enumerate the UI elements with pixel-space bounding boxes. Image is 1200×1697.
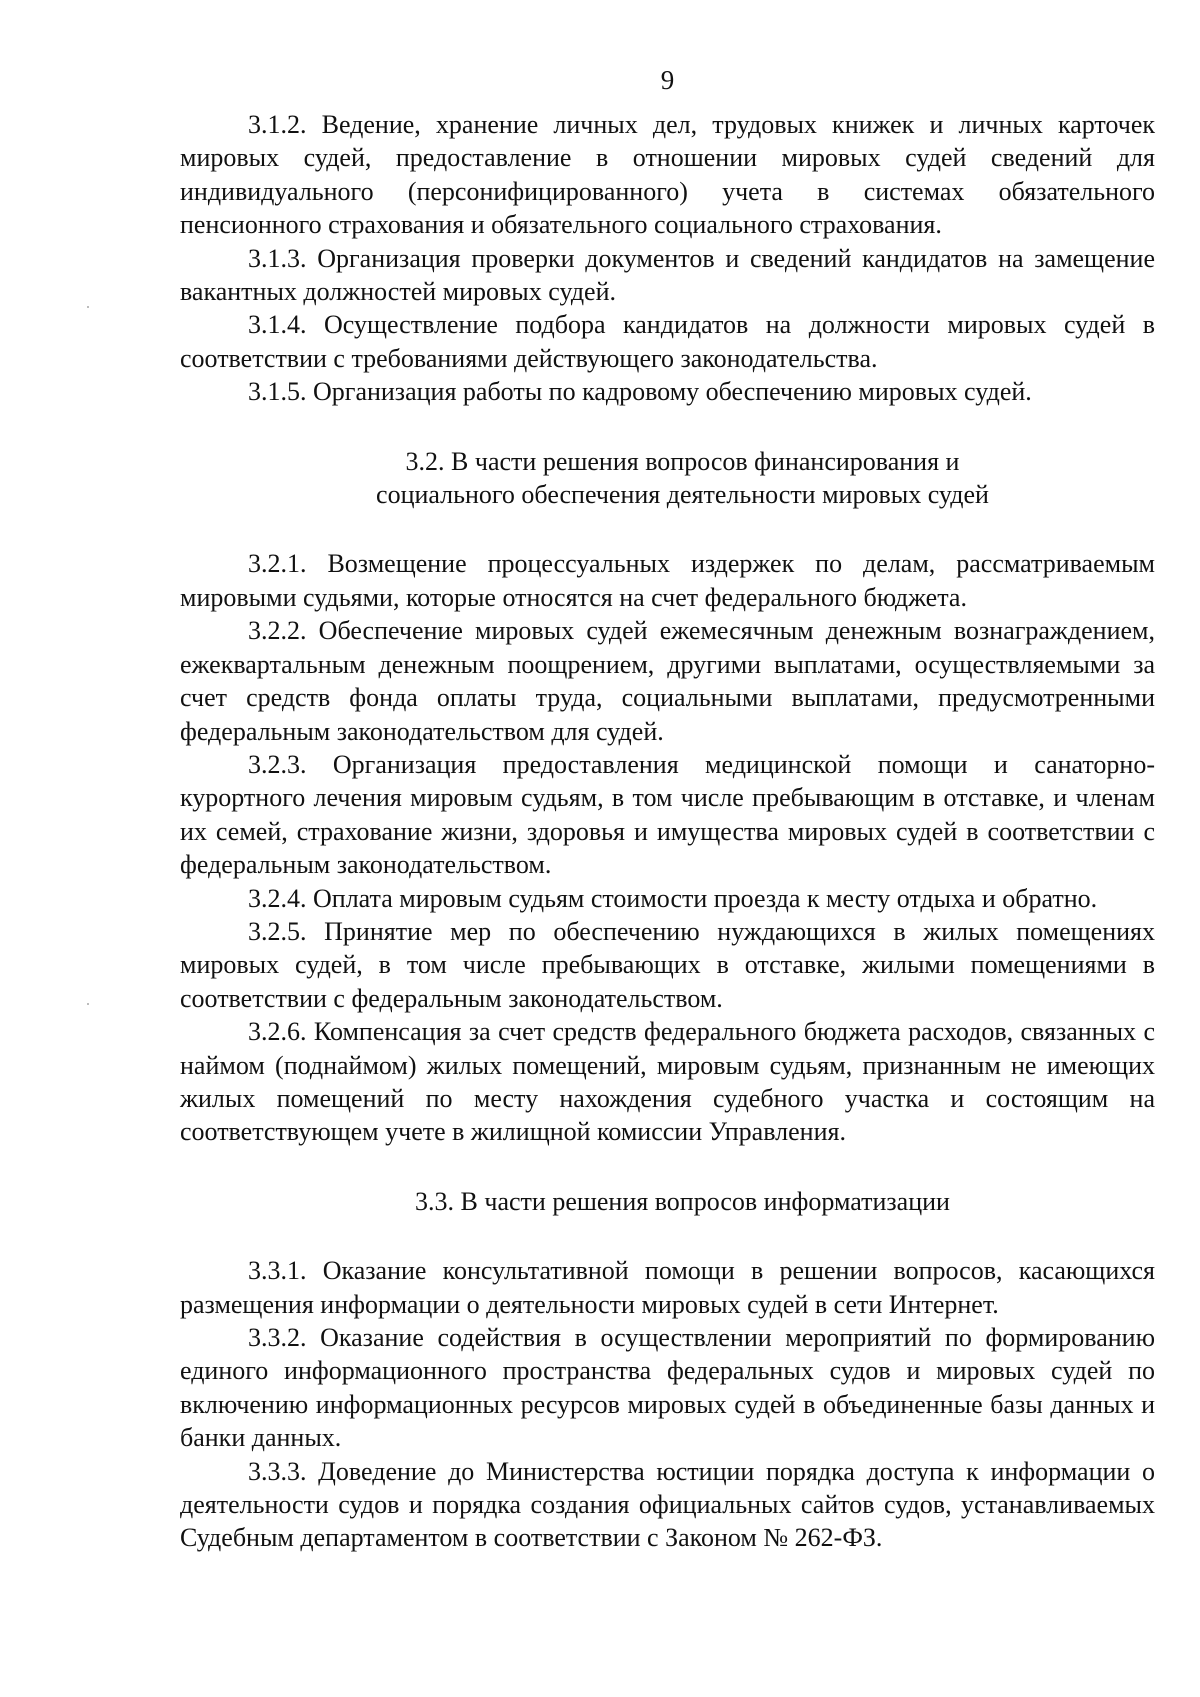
scan-speck xyxy=(87,1003,89,1005)
section-heading-3-2-line-1: 3.2. В части решения вопросов финансирования и xyxy=(405,446,960,476)
paragraph-3-2-4: 3.2.4. Оплата мировым судьям стоимости проезда к месту отдыха и обратно. xyxy=(248,883,1098,913)
section-heading-3-2 xyxy=(180,445,1155,512)
paragraph-3-1-5: 3.1.5. Организация работы по кадровому обеспечению мировых судей. xyxy=(248,377,1032,407)
document-page xyxy=(180,60,1155,1555)
paragraph-3-1-4: 3.1.4. Осуществление подбора кандидатов на должности мировых судей в соответствии с требованиями действующего законодательства. xyxy=(180,310,1155,373)
paragraph-3-3-1: 3.3.1. Оказание консультативной помощи в решении вопросов, касающихся размещения информации о деятельности мировых судей в сети Интернет. xyxy=(180,1256,1155,1319)
paragraph-3-2-2: 3.2.2. Обеспечение мировых судей ежемесячным денежным вознаграждением, ежеквартальным денежным поощрением, другими выплатами, осуществляемыми за счет средств фонда оплаты труда, социальными выплатами, предусмотренными федеральным законодательством для судей. xyxy=(180,616,1155,746)
page-number: 9 xyxy=(660,65,675,95)
paragraph-3-2-1: 3.2.1. Возмещение процессуальных издержек по делам, рассматриваемым мировыми судьями, которые относятся на счет федерального бюджета. xyxy=(180,549,1155,612)
paragraph-3-3-2: 3.3.2. Оказание содействия в осуществлении мероприятий по формированию единого информационного пространства федеральных судов и мировых судей по включению информационных ресурсов мировых судей в объединенные базы данных и банки данных. xyxy=(180,1323,1155,1453)
section-heading-3-2-line-2: социального обеспечения деятельности мировых судей xyxy=(376,480,989,510)
paragraph-3-3-3: 3.3.3. Доведение до Министерства юстиции порядка доступа к информации о деятельности судов и порядка создания официальных сайтов судов, устанавливаемых Судебным департаментом в соответствии с Законом № 262-ФЗ. xyxy=(180,1456,1155,1553)
paragraph-3-1-3: 3.1.3. Организация проверки документов и сведений кандидатов на замещение вакантных должностей мировых судей. xyxy=(180,243,1155,307)
paragraph-3-1-2: 3.1.2. Ведение, хранение личных дел, трудовых книжек и личных карточек мировых судей, предоставление в отношении мировых судей сведений для индивидуального (персонифицированного) учета в системах обязательного пенсионного страхования и обязательного социального страхования. xyxy=(180,110,1155,240)
section-heading-3-3: 3.3. В части решения вопросов информатизации xyxy=(415,1186,950,1216)
scan-speck xyxy=(87,306,89,308)
paragraph-3-2-3: 3.2.3. Организация предоставления медицинской помощи и санаторно-курортного лечения мировым судьям, в том числе пребывающим в отставке, и членам их семей, страхование жизни, здоровья и имущества мировых судей в соответствии с федеральным законодательством. xyxy=(180,749,1155,880)
paragraph-3-2-5: 3.2.5. Принятие мер по обеспечению нуждающихся в жилых помещениях мировых судей, в том числе пребывающих в отставке, жилыми помещениями в соответствии с федеральным законодательством. xyxy=(180,916,1155,1013)
paragraph-3-2-6: 3.2.6. Компенсация за счет средств федерального бюджета расходов, связанных с наймом (поднаймом) жилых помещений, мировым судьям, признанным не имеющих жилых помещений по месту нахождения судебного участка и состоящим на соответствующем учете в жилищной комиссии Управления. xyxy=(180,1017,1155,1147)
